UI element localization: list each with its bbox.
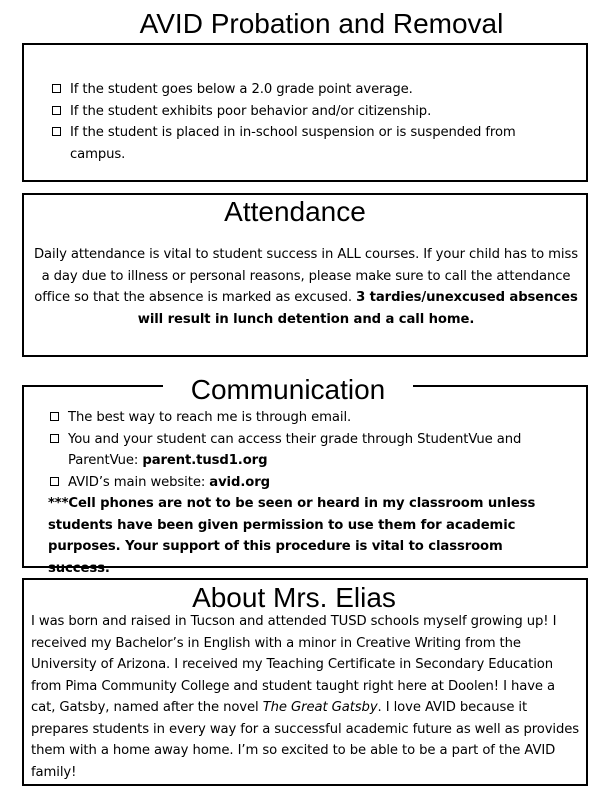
list-item: If the student is placed in in-school suspension or is suspended from campus. <box>50 122 550 165</box>
checkbox-icon <box>50 434 59 443</box>
communication-list <box>48 407 568 493</box>
probation-list <box>50 79 550 165</box>
attendance-text-block <box>32 244 580 330</box>
communication-title: Communication <box>163 374 413 405</box>
list-item: AVID’s main website: avid.org <box>48 472 568 494</box>
about-text-block <box>31 611 583 783</box>
checkbox-icon <box>52 106 61 115</box>
checkbox-icon <box>52 84 61 93</box>
about-book-title: The Great Gatsby <box>262 700 378 715</box>
checkbox-icon <box>52 127 61 136</box>
checkbox-icon <box>50 412 59 421</box>
about-text: I was born and raised in Tucson and attended TUSD schools myself growing up! I received my Bachelor’s in English with a minor in Creative Writing from the University of Arizona. I received my Teaching Certificate in Secondary Education from Pima Community College and student taught right here at Doolen! I have a cat, Gatsby, named after the novel <box>31 614 557 715</box>
list-item: If the student goes below a 2.0 grade point average. <box>50 79 550 101</box>
probation-title: AVID Probation and Removal <box>105 8 538 39</box>
communication-content <box>48 407 568 579</box>
list-item: The best way to reach me is through email. <box>48 407 568 429</box>
about-title: About Mrs. Elias <box>172 582 416 613</box>
attendance-title: Attendance <box>205 196 385 227</box>
attendance-bold-text: 3 tardies/unexcused absences will result in lunch detention and a call home. <box>137 290 578 327</box>
about-text-end: . I love AVID because it prepares students in every way for a successful academic future as well as provides them with a home away home. I’m so excited to be able to be a part of the AVID family! <box>31 700 580 780</box>
attendance-text: Daily attendance is vital to student success in ALL courses. If your child has to miss a day due to illness or personal reasons, please make sure to call the attendance office so that the absence is marked as excused. <box>33 247 579 305</box>
cell-phone-note: ***Cell phones are not to be seen or heard in my classroom unless students have been given permission to use them for academic purposes. Your support of this procedure is vital to classroom success. <box>48 496 536 576</box>
parentvue-link[interactable]: parent.tusd1.org <box>142 453 268 468</box>
list-item: You and your student can access their grade through StudentVue and ParentVue: parent.tusd1.org <box>48 429 568 472</box>
list-item: If the student exhibits poor behavior and/or citizenship. <box>50 101 550 123</box>
checkbox-icon <box>50 477 59 486</box>
avid-website-link[interactable]: avid.org <box>209 474 270 490</box>
